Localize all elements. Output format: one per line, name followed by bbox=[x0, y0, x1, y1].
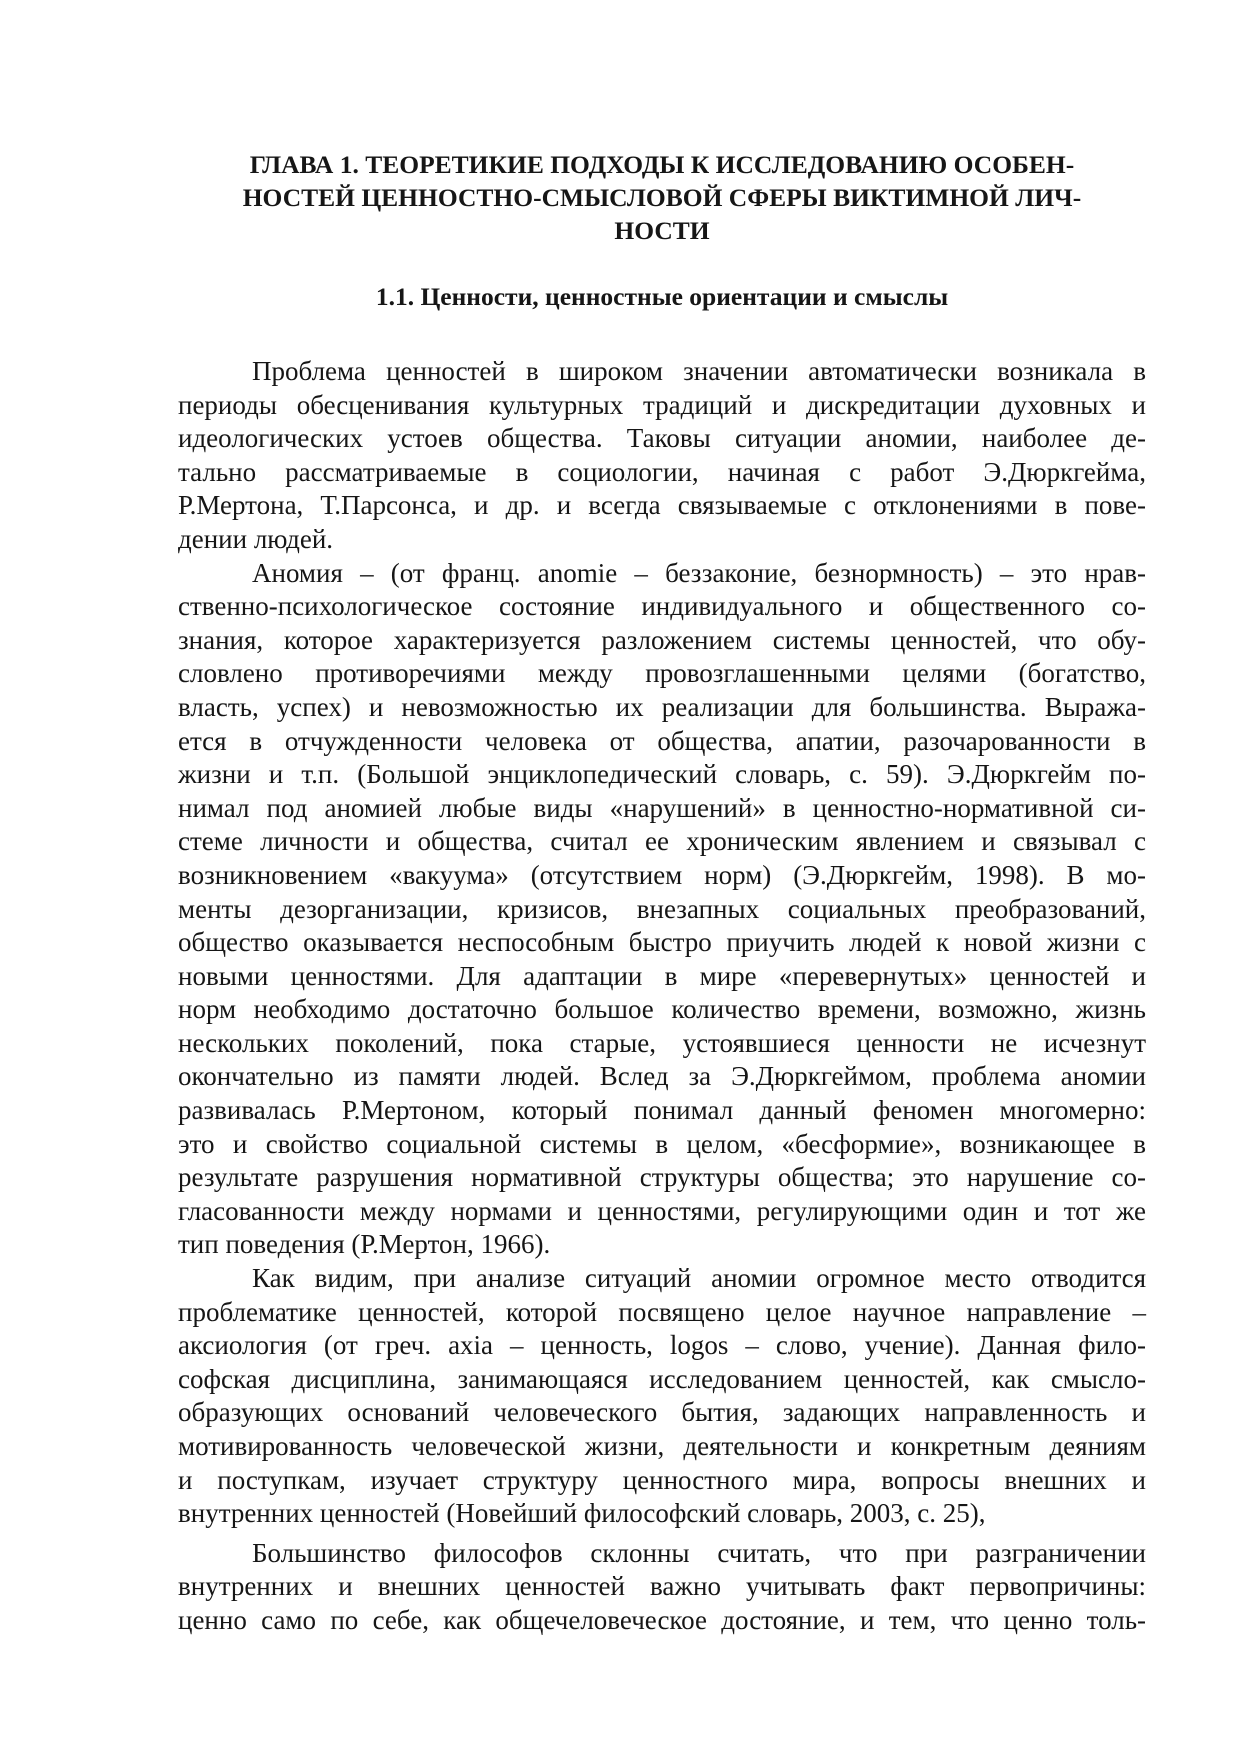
text-line: внутренних и внешних ценностей важно учитывать факт первопричины: bbox=[178, 1571, 1146, 1602]
document-page bbox=[178, 148, 1146, 1638]
text-line: окончательно из памяти людей. Вслед за Э.Дюркгеймом, проблема аномии bbox=[178, 1061, 1146, 1092]
text-line: образующих оснований человеческого бытия, задающих направленность и bbox=[178, 1397, 1146, 1428]
text-line: гласованности между нормами и ценностями, регулирующими один и тот же bbox=[178, 1195, 1146, 1226]
text-line: внутренних ценностей (Новейший философский словарь, 2003, с. 25), bbox=[178, 1498, 986, 1529]
text-line: идеологических устоев общества. Таковы ситуации аномии, наиболее де- bbox=[178, 423, 1146, 454]
paragraph-2 bbox=[178, 557, 1146, 1262]
text-line: жизни и т.п. (Большой энциклопедический словарь, с. 59). Э.Дюркгейм по- bbox=[178, 759, 1146, 790]
text-line: Р.Мертона, Т.Парсонса, и др. и всегда связываемые с отклонениями в пове- bbox=[178, 490, 1146, 521]
chapter-title-line: ГЛАВА 1. ТЕОРЕТИКИЕ ПОДХОДЫ К ИССЛЕДОВАНИЮ ОСОБЕН- bbox=[249, 150, 1075, 179]
text-line: словлено противоречиями между провозглашенными целями (богатство, bbox=[178, 658, 1146, 689]
text-line: Аномия – (от франц. anomie – беззаконие, безнормность) – это нрав- bbox=[252, 557, 1146, 588]
chapter-title-line: НОСТЕЙ ЦЕННОСТНО-СМЫСЛОВОЙ СФЕРЫ ВИКТИМНОЙ ЛИЧ- bbox=[242, 183, 1082, 212]
chapter-title-line: НОСТИ bbox=[614, 216, 710, 245]
paragraph-4 bbox=[178, 1537, 1146, 1638]
text-line: Как видим, при анализе ситуаций аномии огромное место отводится bbox=[252, 1263, 1146, 1294]
text-line: нескольких поколений, пока старые, устоявшиеся ценности не исчезнут bbox=[178, 1027, 1146, 1058]
text-line: ется в отчужденности человека от общества, апатии, разочарованности в bbox=[178, 725, 1146, 756]
text-line: стеме личности и общества, считал ее хроническим явлением и связывал с bbox=[178, 826, 1146, 857]
paragraph-1 bbox=[178, 355, 1146, 557]
text-line: аксиология (от греч. axia – ценность, logos – слово, учение). Данная фило- bbox=[178, 1330, 1146, 1361]
text-line: мотивированность человеческой жизни, деятельности и конкретным деяниям bbox=[178, 1431, 1146, 1461]
text-line: дении людей. bbox=[178, 523, 334, 554]
text-line: норм необходимо достаточно большое количество времени, возможно, жизнь bbox=[178, 994, 1146, 1025]
text-line: тип поведения (Р.Мертон, 1966). bbox=[178, 1229, 551, 1260]
text-line: Проблема ценностей в широком значении автоматически возникала в bbox=[252, 356, 1146, 386]
text-line: менты дезорганизации, кризисов, внезапных социальных преобразований, bbox=[178, 893, 1146, 924]
text-line: результате разрушения нормативной структуры общества; это нарушение со- bbox=[178, 1162, 1146, 1193]
text-line: новыми ценностями. Для адаптации в мире «перевернутых» ценностей и bbox=[178, 960, 1146, 991]
text-line: софская дисциплина, занимающаяся исследованием ценностей, как смысло- bbox=[178, 1363, 1146, 1394]
text-line: периоды обесценивания культурных традиций и дискредитации духовных и bbox=[178, 389, 1146, 420]
text-line: нимал под аномией любые виды «нарушений» в ценностно-нормативной си- bbox=[178, 792, 1146, 823]
text-line: власть, успех) и невозможностью их реализации для большинства. Выража- bbox=[178, 691, 1146, 722]
text-line: тально рассматриваемые в социологии, начиная с работ Э.Дюркгейма, bbox=[178, 456, 1146, 487]
text-line: общество оказывается неспособным быстро приучить людей к новой жизни с bbox=[178, 927, 1146, 958]
text-line: знания, которое характеризуется разложением системы ценностей, что обу- bbox=[178, 624, 1146, 655]
chapter-title bbox=[178, 148, 1146, 247]
text-line: это и свойство социальной системы в целом, «бесформие», возникающее в bbox=[178, 1128, 1146, 1159]
body-text bbox=[178, 355, 1146, 1638]
text-line: ственно-психологическое состояние индивидуального и общественного со- bbox=[178, 591, 1146, 622]
text-line: развивалась Р.Мертоном, который понимал данный феномен многомерно: bbox=[178, 1095, 1146, 1126]
text-line: Большинство философов склонны считать, что при разграничении bbox=[252, 1537, 1146, 1568]
paragraph-3 bbox=[178, 1262, 1146, 1531]
text-line: и поступкам, изучает структуру ценностного мира, вопросы внешних и bbox=[178, 1464, 1146, 1495]
text-line: возникновением «вакуума» (отсутствием норм) (Э.Дюркгейм, 1998). В мо- bbox=[178, 859, 1146, 890]
section-title: 1.1. Ценности, ценностные ориентации и смыслы bbox=[375, 282, 949, 311]
text-line: ценно само по себе, как общечеловеческое достояние, и тем, что ценно толь- bbox=[178, 1604, 1146, 1635]
text-line: проблематике ценностей, которой посвящено целое научное направление – bbox=[178, 1296, 1146, 1327]
